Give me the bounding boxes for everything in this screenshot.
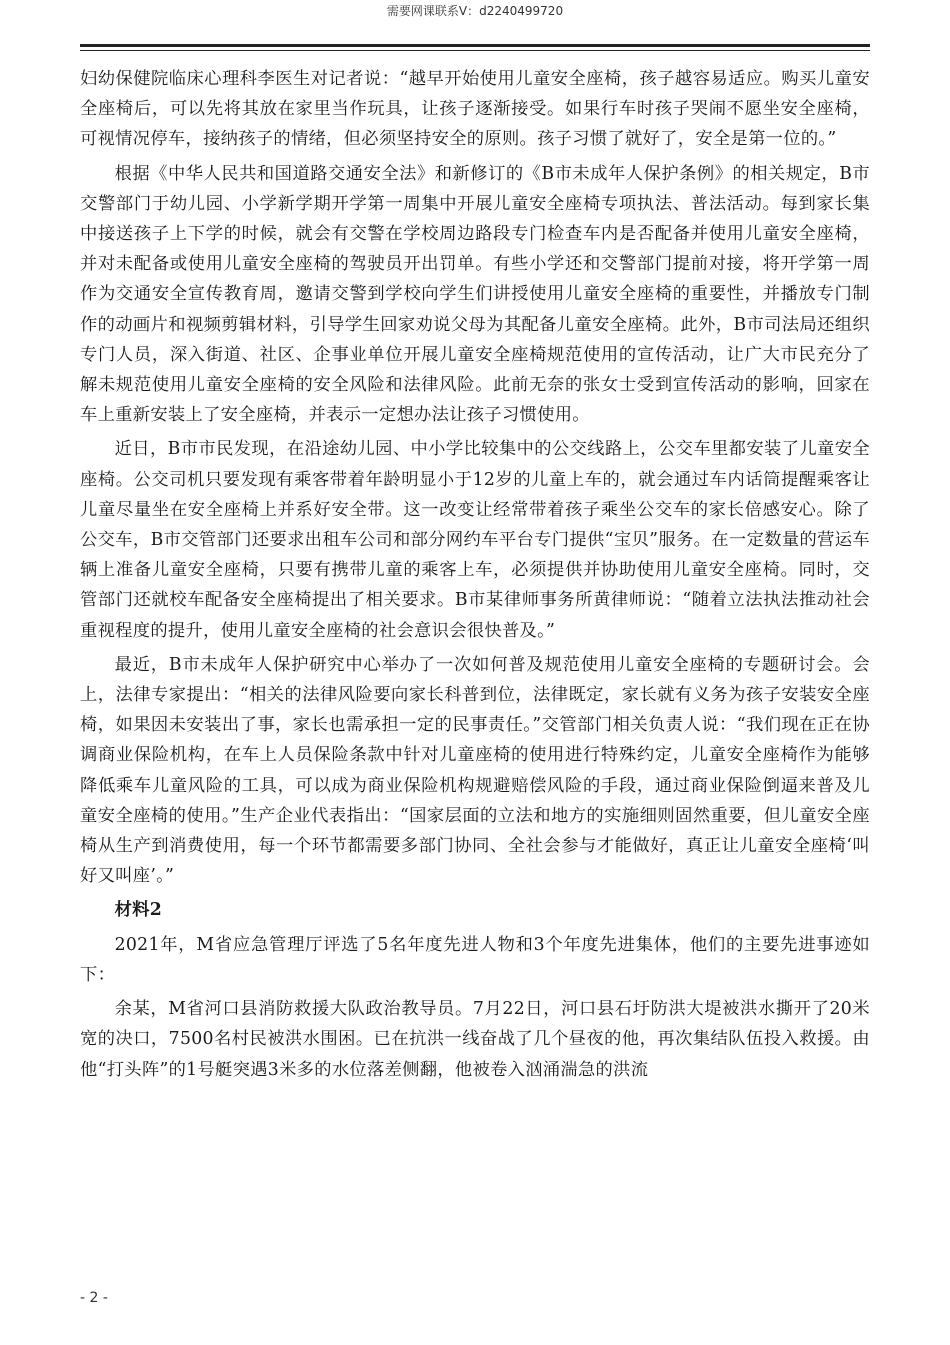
header-rule-thin — [80, 50, 870, 51]
header-rule-thick — [80, 44, 870, 47]
page-number: - 2 - — [80, 1290, 108, 1306]
paragraph-1: 妇幼保健院临床心理科李医生对记者说：“越早开始使用儿童安全座椅，孩子越容易适应。购买儿童安全座椅后，可以先将其放在家里当作玩具，让孩子逐渐接受。如果行车时孩子哭闹不愿坐安全座椅，可视情况停车，接纳孩子的情绪，但必须坚持安全的原则。孩子习惯了就好了，安全是第一位的。” — [80, 69, 870, 150]
document-body — [80, 64, 870, 1089]
paragraph-3: 近日，B市市民发现，在沿途幼儿园、中小学比较集中的公交线路上，公交车里都安装了儿童安全座椅。公交司机只要发现有乘客带着年龄明显小于12岁的儿童上车的，就会通过车内话筒提醒乘客让儿童尽量坐在安全座椅上并系好安全带。这一改变让经常带着孩子乘坐公交车的家长倍感安心。除了公交车，B市交管部门还要求出租车公司和部分网约车平台专门提供“宝贝”服务。在一定数量的营运车辆上准备儿童安全座椅，只要有携带儿童的乘客上车，必须提供并协助使用儿童安全座椅。同时，交管部门还就校车配备安全座椅提出了相关要求。B市某律师事务所黄律师说：“随着立法执法推动社会重视程度的提升，使用儿童安全座椅的社会意识会很快普及。” — [80, 439, 870, 641]
paragraph-6: 余某，M省河口县消防救援大队政治教导员。7月22日，河口县石圩防洪大堤被洪水撕开了20米宽的决口，7500名村民被洪水围困。已在抗洪一线奋战了几个昼夜的他，再次集结队伍投入救援。由他“打头阵”的1号艇突遇3米多的水位落差侧翻，他被卷入汹涌湍急的洪流 — [80, 999, 870, 1080]
paragraph-4: 最近，B市未成年人保护研究中心举办了一次如何普及规范使用儿童安全座椅的专题研讨会。会上，法律专家提出：“相关的法律风险要向家长科普到位，法律既定，家长就有义务为孩子安装安全座椅，如果因未安装出了事，家长也需承担一定的民事责任。”交管部门相关负责人说：“我们现在正在协调商业保险机构，在车上人员保险条款中针对儿童座椅的使用进行特殊约定，儿童安全座椅作为能够降低乘车儿童风险的工具，可以成为商业保险机构规避赔偿风险的手段，通过商业保险倒逼来普及儿童安全座椅的使用。”生产企业代表指出：“国家层面的立法和地方的实施细则固然重要，但儿童安全座椅从生产到消费使用，每一个环节都需要多部门协同、全社会参与才能做好，真正让儿童安全座椅‘叫好又叫座’。” — [80, 654, 870, 887]
paragraph-2: 根据《中华人民共和国道路交通安全法》和新修订的《B市未成年人保护条例》的相关规定，B市交警部门于幼儿园、小学新学期开学第一周集中开展儿童安全座椅专项执法、普法活动。每到家长集中接送孩子上下学的时候，就会有交警在学校周边路段专门检查车内是否配备并使用儿童安全座椅，并对未配备或使用儿童安全座椅的驾驶员开出罚单。有些小学还和交警部门提前对接，将开学第一周作为交通安全宣传教育周，邀请交警到学校向学生们讲授使用儿童安全座椅的重要性，并播放专门制作的动画片和视频剪辑材料，引导学生回家劝说父母为其配备儿童安全座椅。此外，B市司法局还组织专门人员，深入街道、社区、企事业单位开展儿童安全座椅规范使用的宣传活动，让广大市民充分了解未规范使用儿童安全座椅的安全风险和法律风险。此前无奈的张女士受到宣传活动的影响，回家在车上重新安装上了安全座椅，并表示一定想办法让孩子习惯使用。 — [80, 163, 870, 426]
paragraph-5: 2021年，M省应急管理厅评选了5名年度先进人物和3个年度先进集体，他们的主要先进事迹如下： — [80, 934, 870, 985]
page-header: 需要网课联系V：d2240499720 — [386, 4, 564, 18]
section-heading-material-2: 材料2 — [114, 900, 163, 921]
